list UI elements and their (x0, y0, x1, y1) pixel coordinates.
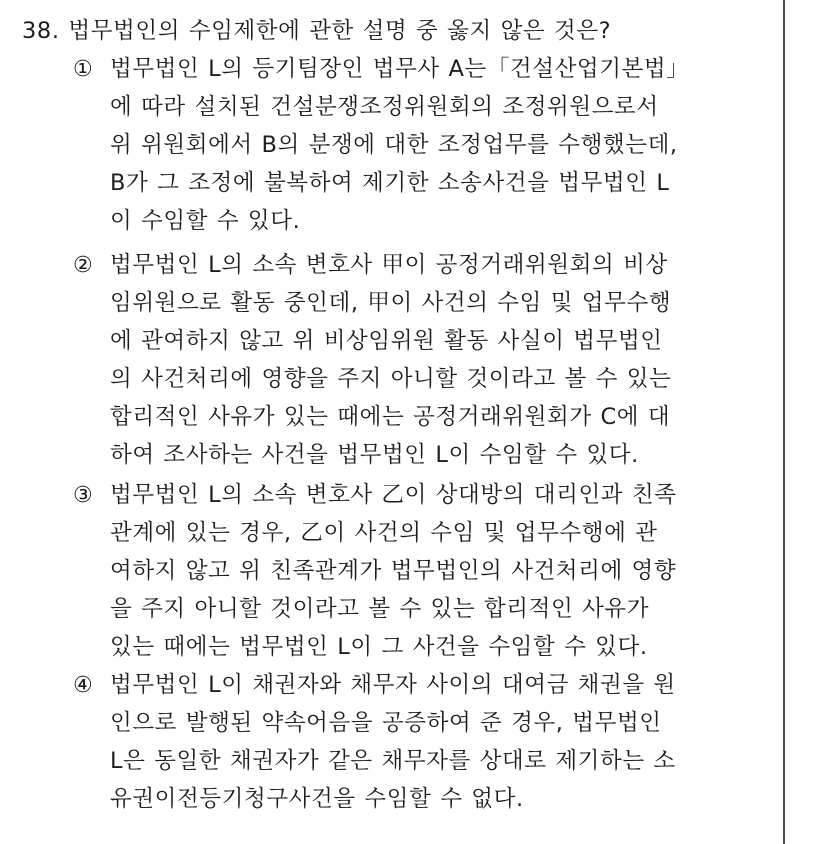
option-4-text: 법무법인 L이 채권자와 채무자 사이의 대여금 채권을 원 (110, 672, 676, 698)
option-1-text: 법무법인 L의 등기팀장인 법무사 A는「건설산업기본법」 (110, 56, 690, 82)
question-number: 38. (22, 18, 60, 44)
option-2-marker: ② (73, 253, 94, 278)
option-3-line-3: 여하지 않고 위 친족관계가 법무법인의 사건처리에 영향 (110, 558, 677, 584)
option-2-line-5: 합리적인 사유가 있는 때에는 공정거래위원회가 C에 대 (110, 404, 671, 430)
column-divider (783, 0, 785, 844)
option-1-line-3: 위 위원회에서 B의 분쟁에 대한 조정업무를 수행했는데, (110, 132, 678, 158)
option-4-line-3: L은 동일한 채권자가 같은 채무자를 상대로 제기하는 소 (110, 748, 676, 774)
option-4-line-4: 유권이전등기청구사건을 수임할 수 없다. (110, 786, 524, 812)
option-1-line-1 (73, 54, 689, 85)
option-4-line-1 (73, 670, 676, 701)
option-2-text: 법무법인 L의 소속 변호사 甲이 공정거래위원회의 비상 (110, 252, 668, 278)
option-4-line-2: 인으로 발행된 약속어음을 공증하여 준 경우, 법무법인 (110, 710, 662, 736)
option-1-line-2: 에 따라 설치된 건설분쟁조정위원회의 조정위원으로서 (110, 94, 659, 120)
option-3-line-2: 관계에 있는 경우, 乙이 사건의 수임 및 업무수행에 관 (110, 520, 658, 546)
option-3-line-4: 을 주지 아니할 것이라고 볼 수 있는 합리적인 사유가 (110, 596, 650, 622)
option-2-line-2: 임위원으로 활동 중인데, 甲이 사건의 수임 및 업무수행 (110, 290, 672, 316)
option-2-line-3: 에 관여하지 않고 위 비상임위원 활동 사실이 법무법인 (110, 328, 663, 354)
option-2-line-4: 의 사건처리에 영향을 주지 아니할 것이라고 볼 수 있는 (110, 366, 672, 392)
option-4-marker: ④ (73, 673, 94, 698)
option-1-line-4: B가 그 조정에 불복하여 제기한 소송사건을 법무법인 L (110, 170, 670, 196)
question-line (22, 16, 611, 46)
option-3-line-5: 있는 때에는 법무법인 L이 그 사건을 수임할 수 있다. (110, 634, 648, 660)
option-2-line-1 (73, 250, 668, 281)
option-2-line-6: 하여 조사하는 사건을 법무법인 L이 수임할 수 있다. (110, 442, 639, 468)
option-1-marker: ① (73, 57, 94, 82)
option-3-marker: ③ (73, 483, 94, 508)
question-text: 법무법인의 수임제한에 관한 설명 중 옳지 않은 것은? (68, 18, 612, 44)
option-3-text: 법무법인 L의 소속 변호사 乙이 상대방의 대리인과 친족 (110, 482, 677, 508)
option-3-line-1 (73, 480, 677, 511)
option-1-line-5: 이 수임할 수 있다. (110, 208, 301, 234)
